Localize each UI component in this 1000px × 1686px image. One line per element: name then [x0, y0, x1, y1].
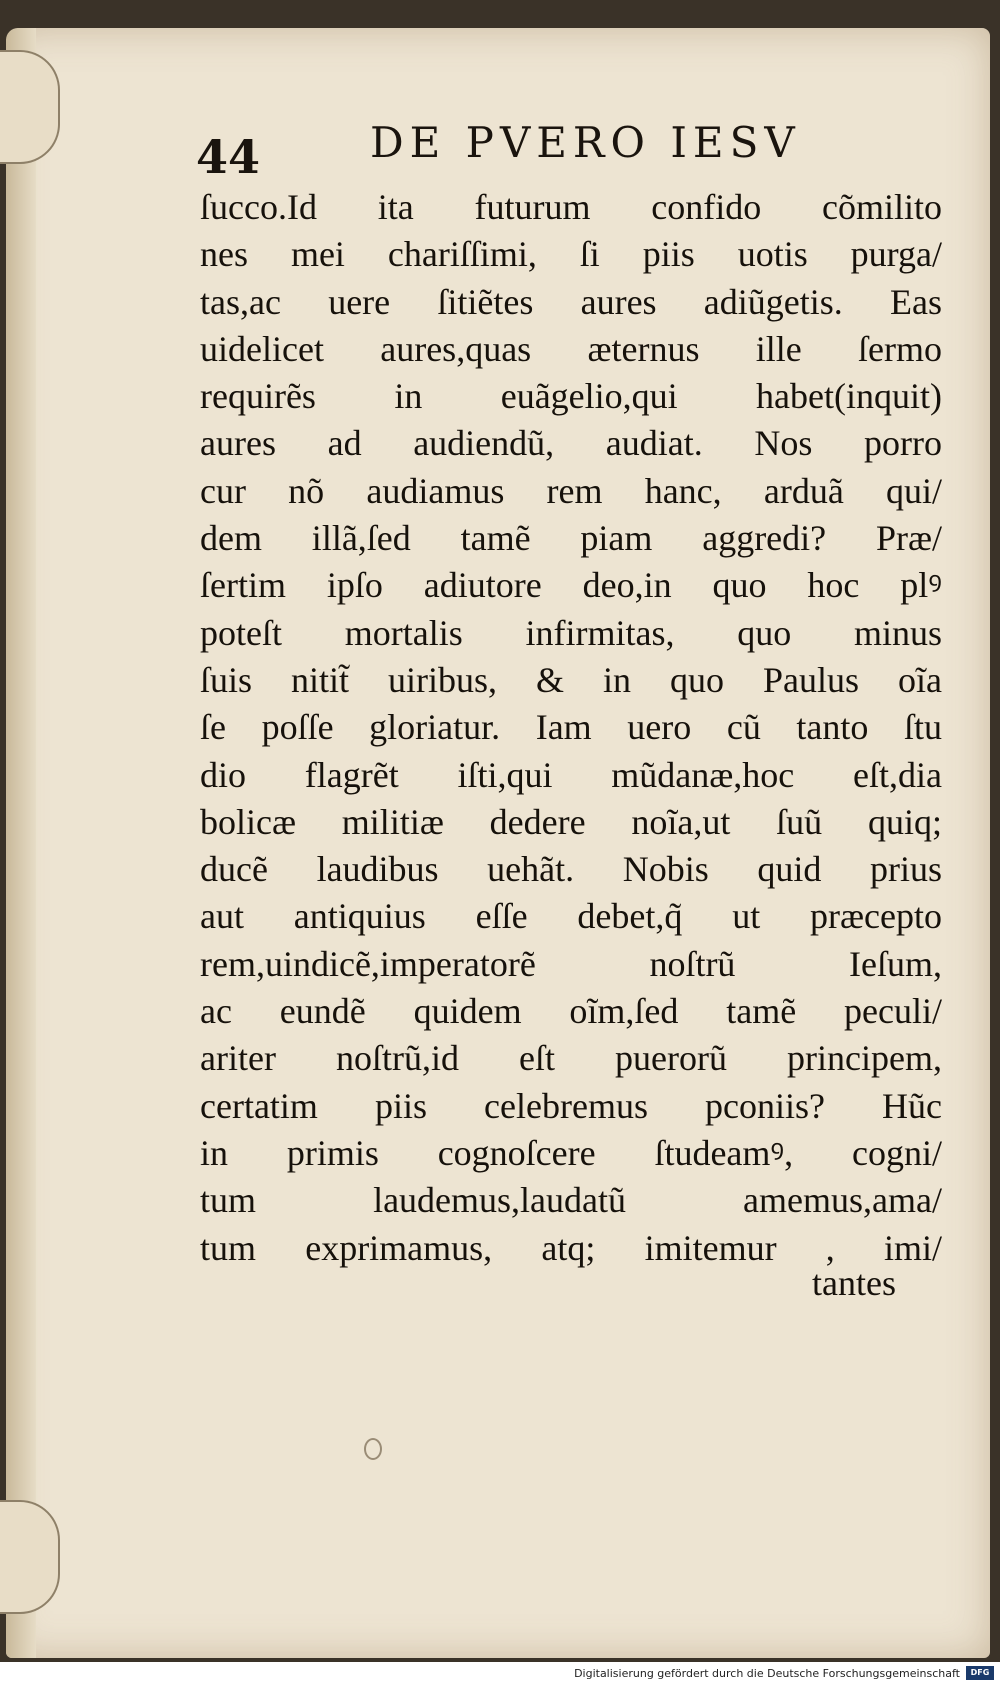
text-line: certatim piis celebremus pconiis? Hũc [200, 1085, 942, 1126]
text-line: ſertim ipſo adiutore deo,in quo hoc plꝰ [200, 565, 942, 606]
text-line: dio flagrẽt iſti,qui mũdanæ,hoc eſt,dia [200, 754, 942, 795]
text-line: cur nõ audiamus rem hanc, arduã qui/ [200, 470, 942, 511]
running-head-title: DE PVERO IESV [370, 118, 801, 167]
text-line: rem,uindicẽ,imperatorẽ noſtrũ Ieſum, [200, 943, 942, 984]
text-line: ſucco.Id ita futurum confido cõmilito [200, 187, 942, 227]
text-line: ducẽ laudibus uehãt. Nobis quid prius [200, 849, 942, 890]
text-line: dem illã,ſed tamẽ piam aggredi? Præ/ [200, 518, 942, 559]
text-line: ariter noſtrũ,id eſt puerorũ principem, [200, 1038, 942, 1079]
running-head [196, 118, 936, 184]
body-text [200, 184, 942, 1272]
text-line: ſuis nitit̃ uiribus, & in quo Paulus oĩa [200, 659, 942, 700]
text-line: bolicæ militiæ dedere noĩa,ut ſuũ quiq; [200, 801, 942, 842]
paper-blemish [364, 1438, 382, 1460]
text-line: aut antiquius eſſe debet,q̃ ut præcepto [200, 896, 942, 937]
digitization-footer [0, 1662, 1000, 1686]
text-line: requirẽs in euãgelio,qui habet(inquit) [200, 376, 942, 417]
page-edge [6, 28, 36, 1658]
catchword: tantes [812, 1263, 896, 1303]
funding-credit: Digitalisierung gefördert durch die Deutsche Forschungsgemeinschaft [574, 1667, 960, 1680]
text-line: in primis cognoſcere ſtudeamꝰ, cogni/ [200, 1132, 942, 1173]
text-line: ac eundẽ quidem oĩm,ſed tamẽ peculi/ [200, 991, 942, 1032]
dfg-logo: DFG [966, 1666, 994, 1680]
text-line: tas,ac uere ſitiẽtes aures adiũgetis. Eas [200, 281, 942, 322]
page-number: 44 [196, 130, 261, 184]
text-line: aures ad audiendũ, audiat. Nos porro [200, 423, 942, 464]
binding-clasp-bottom [0, 1500, 60, 1614]
text-line: tum exprimamus, atq; imitemur , imi/ [200, 1227, 942, 1268]
text-line: poteſt mortalis infirmitas, quo minus [200, 612, 942, 653]
text-line: uidelicet aures,quas æternus ille ſermo [200, 328, 942, 369]
text-line: ſe poſſe gloriatur. Iam uero cũ tanto ſtu [200, 707, 942, 748]
text-line: nes mei chariſſimi, ſi piis uotis purga/ [200, 234, 942, 275]
binding-clasp-top [0, 50, 60, 164]
text-line: tum laudemus,laudatũ amemus,ama/ [200, 1180, 942, 1221]
